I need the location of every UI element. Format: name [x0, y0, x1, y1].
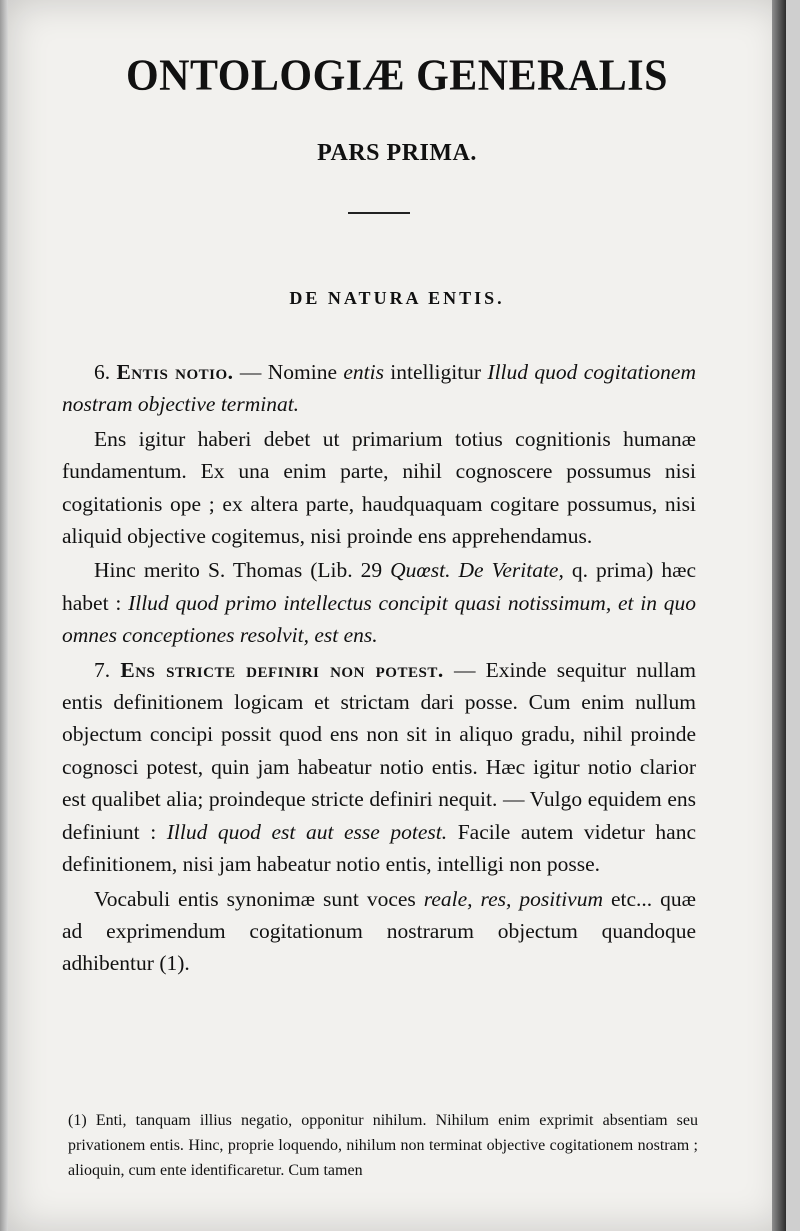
page-left-edge [0, 0, 8, 1231]
paragraph-lead: Entis notio. [116, 360, 234, 384]
paragraph-text: q. prima) hæc habet : [62, 558, 696, 615]
paragraph-text: — Nomine [233, 360, 344, 384]
paragraph-text: intelligitur [383, 360, 488, 384]
page-subtitle: PARS PRIMA. [317, 140, 477, 166]
paragraph-text: etc... quæ ad exprimendum cogitationum nostrarum objectum quandoque adhibentur (1). [62, 886, 697, 976]
emphasis: entis [343, 360, 384, 384]
emphasis: Illud quod est aut esse potest. [166, 819, 448, 844]
footnote [68, 1108, 698, 1183]
paragraph-7 [62, 654, 696, 881]
book-page [8, 0, 786, 1231]
emphasis: Quœst. De Veritate, [390, 558, 564, 583]
footnote-text: (1) Enti, tanquam illius negatio, opponitur nihilum. Nihilum enim exprimit absentiam seu privationem entis. Hinc, proprie loquendo, nihilum non terminat objective cogitationem nostram ; alioquin, cum ente identificaretur. Cum tamen [68, 1112, 698, 1179]
paragraph-text: — Exinde sequitur nullam entis definitionem logicam et strictam dari posse. Cum enim nullum objectum concipi possit quod ens non sit in aliquo gradu, nihil proinde cognosci potest, quin jam habeatur notio entis. Hæc igitur notio clarior est qualibet alia; proindeque stricte definiri nequit. — Vulgo equidem ens definiunt : [62, 657, 696, 844]
page-title: ONTOLOGIÆ GENERALIS [125, 51, 669, 101]
paragraph-7b [62, 883, 696, 980]
page-spine-shadow [772, 0, 786, 1231]
emphasis: Illud quod cogitationem nostram objective terminat. [62, 360, 696, 417]
paragraph-6 [62, 356, 696, 421]
title-rule [348, 212, 410, 214]
paragraph-lead: Ens stricte definiri non potest. [120, 657, 444, 682]
paragraph-number: 7. [94, 657, 111, 682]
paragraph-6b: Ens igitur haberi debet ut primarium totius cognitionis humanæ fundamentum. Ex una enim parte, nihil cognoscere possumus nisi cogitationis ope ; ex altera parte, haudquaquam cogitare possumus, nisi aliquid objective cogitemus, nisi proinde ens apprehendamus. [62, 426, 696, 549]
paragraph-6c [62, 554, 696, 651]
paragraph-number: 6. [94, 360, 111, 384]
emphasis: reale, res, positivum [423, 886, 603, 911]
body-text [62, 356, 696, 980]
paragraph-text: Vocabuli entis synonimæ sunt voces [94, 886, 424, 911]
paragraph-text: Hinc merito S. Thomas (Lib. 29 [94, 558, 391, 583]
emphasis: Illud quod primo intellectus concipit quasi notissimum, et in quo omnes conceptiones resolvit, est ens. [62, 590, 696, 648]
paragraph-text: Facile autem videtur hanc definitionem, nisi jam habeatur notio entis, intelligi non posse. [62, 819, 696, 877]
section-heading: DE NATURA ENTIS. [289, 288, 505, 308]
